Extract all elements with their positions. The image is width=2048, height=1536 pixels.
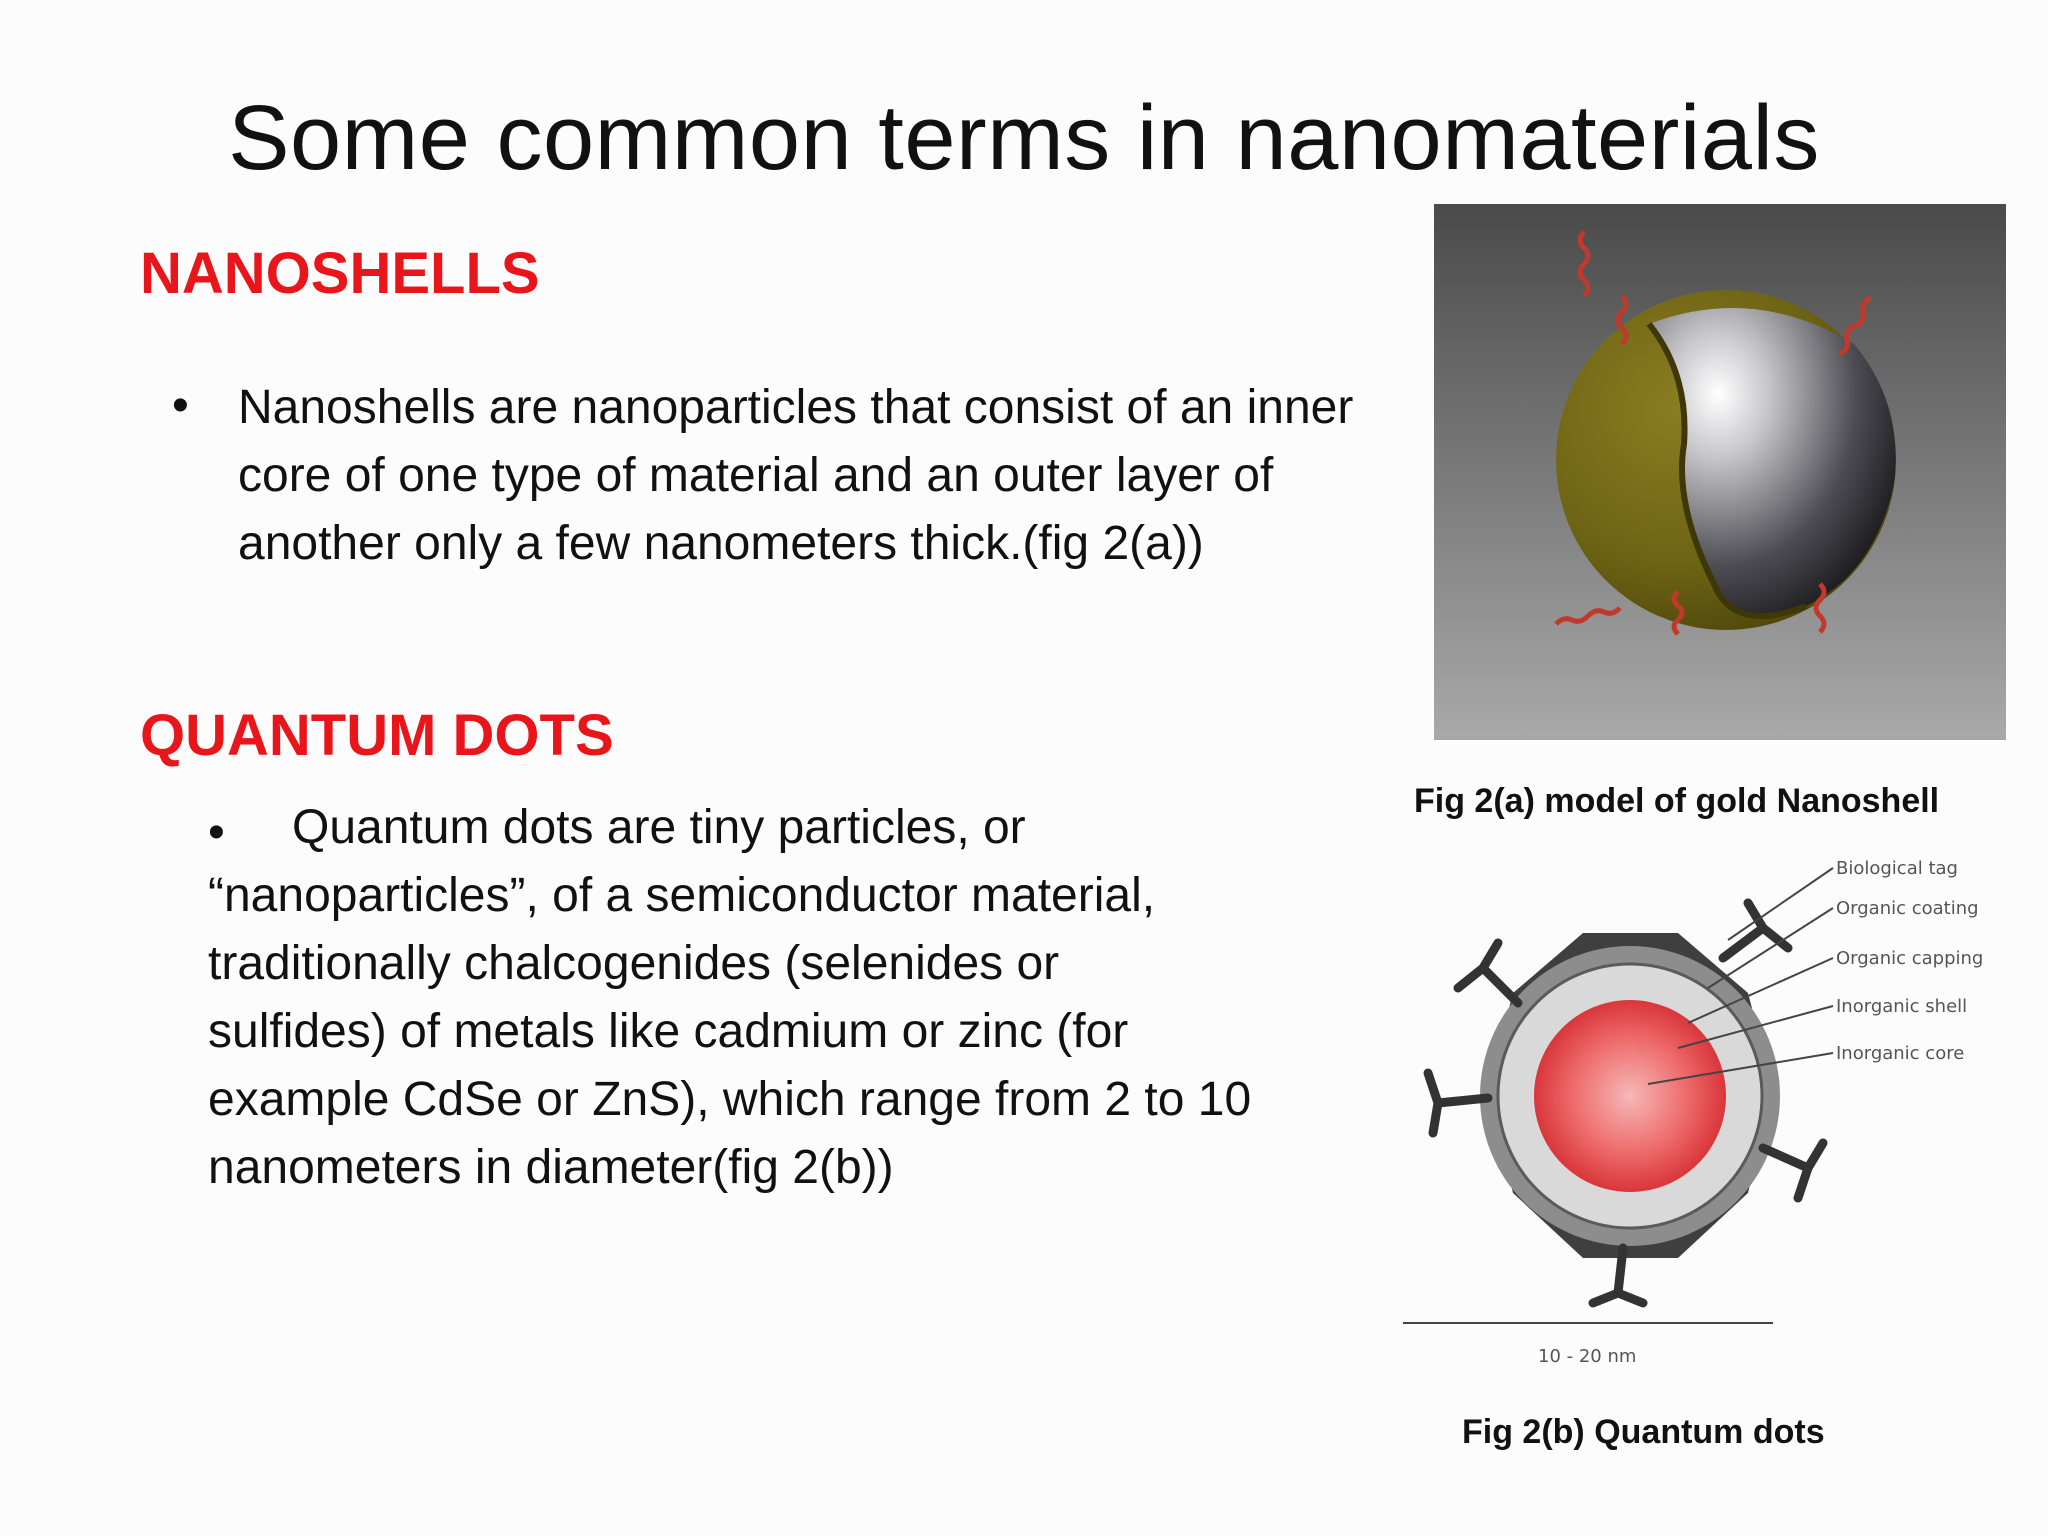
slide-title: Some common terms in nanomaterials (228, 87, 1820, 189)
quantum-dots-line-5: example CdSe or ZnS), which range from 2 to 10 (208, 1073, 1252, 1126)
quantum-dots-line-6: nanometers in diameter(fig 2(b)) (208, 1141, 894, 1194)
bullet-icon: • (172, 379, 189, 432)
nanoshells-heading: NANOSHELLS (140, 241, 540, 306)
quantum-dots-line-4: sulfides) of metals like cadmium or zinc (for (208, 1005, 1129, 1058)
gold-nanoshell-image (1434, 204, 2006, 740)
label-inorganic-shell: Inorganic shell (1836, 996, 1968, 1017)
scale-label: 10 - 20 nm (1538, 1346, 1637, 1367)
quantum-dot-diagram (1378, 848, 1998, 1388)
quantum-dots-line-1: Quantum dots are tiny particles, or (292, 801, 1026, 854)
quantum-dots-heading: QUANTUM DOTS (140, 703, 614, 768)
label-inorganic-core: Inorganic core (1836, 1043, 1965, 1064)
figure-2a-caption: Fig 2(a) model of gold Nanoshell (1414, 782, 1940, 820)
label-biological-tag: Biological tag (1836, 858, 1958, 879)
quantum-dots-line-3: traditionally chalcogenides (selenides or (208, 937, 1060, 990)
figure-2b-caption: Fig 2(b) Quantum dots (1462, 1413, 1825, 1451)
bullet-icon: • (208, 806, 225, 859)
label-organic-coating: Organic coating (1836, 898, 1979, 919)
quantum-dots-line-2: “nanoparticles”, of a semiconductor material, (208, 869, 1156, 922)
nanoshells-text: Nanoshells are nanoparticles that consist of an inner core of one type of material and an outer layer of another only a few nanometers thick.(fig 2(a)) (238, 381, 1354, 570)
label-organic-capping: Organic capping (1836, 948, 1984, 969)
